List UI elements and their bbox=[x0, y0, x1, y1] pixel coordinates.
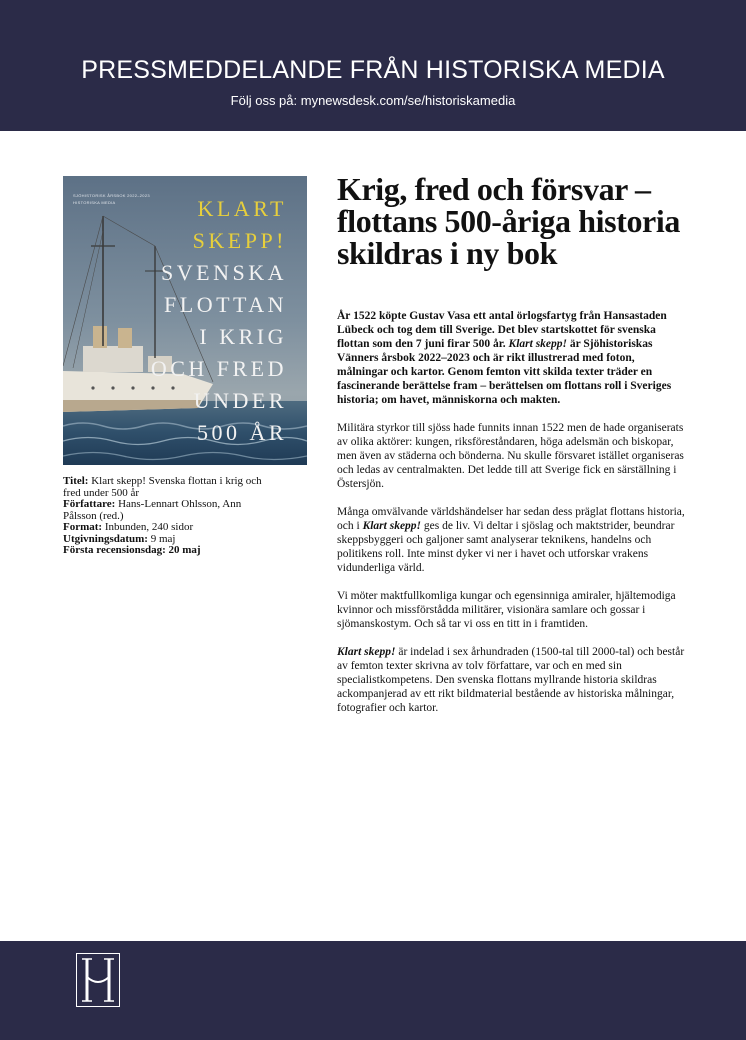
cover-title-line: 500 ÅR bbox=[196, 420, 287, 445]
paragraph-3 bbox=[337, 505, 687, 575]
paragraph-2: Militära styrkor till sjöss hade funnits innan 1522 men de hade organiserats av olika aktörer: kungen, riksföreståndaren, höga adelsmän och biskopar, men även av städerna och bönderna. Nu skulle försvaret istället organiseras och ledas av centralmakten. Det ledde till att Sverige fick en särställning i Östersjön. bbox=[337, 422, 684, 490]
lead-book-title: Klart skepp! bbox=[508, 338, 568, 350]
press-headline: Krig, fred och försvar – flottans 500-åriga historia skildras i ny bok bbox=[337, 171, 680, 271]
meta-author bbox=[63, 499, 273, 522]
meta-release-value: 9 maj bbox=[147, 532, 176, 545]
cover-title-line: UNDER bbox=[193, 388, 287, 413]
meta-release-label: Utgivningsdatum: bbox=[63, 532, 148, 545]
book-metadata bbox=[63, 476, 273, 557]
meta-format-label: Format: bbox=[63, 521, 103, 533]
p5-book-title: Klart skepp! bbox=[337, 646, 396, 658]
meta-review-label: Första recensionsdag: bbox=[63, 544, 166, 556]
header-follow-text: Följ oss på: mynewsdesk.com/se/historiskamedia bbox=[230, 93, 516, 108]
press-body bbox=[337, 309, 687, 729]
historiska-media-logo-icon bbox=[76, 953, 120, 1007]
meta-format-value: Inbunden, 240 sidor bbox=[102, 521, 194, 533]
lead-text-a: År 1522 köpte Gustav Vasa ett antal örlogsfartyg från Hansastaden Lübeck och tog dem till Sverige. Det blev startskottet för svenska flottan som den 7 juni firar 500 år. bbox=[337, 310, 667, 350]
meta-title bbox=[63, 476, 273, 499]
paragraph-5 bbox=[337, 645, 687, 715]
meta-review-value: 20 maj bbox=[165, 544, 201, 556]
p5-text-b: är indelad i sex århundraden (1500-tal till 2000-tal) och består av femton texter skrivna av tolv författare, var och en med sin specialistkompetens. Den svenska flottans myllrande historia skildras ackompanjerad av ett rikt bildmaterial bestående av historiska målningar, fotografier och kartor. bbox=[337, 646, 685, 714]
header-banner bbox=[0, 0, 746, 131]
meta-title-label: Titel: bbox=[63, 475, 89, 487]
meta-review bbox=[63, 545, 273, 557]
cover-title-line: SKEPP! bbox=[192, 228, 287, 253]
cover-publisher-text: HISTORISKA MEDIA bbox=[73, 200, 116, 205]
cover-title-line: I KRIG bbox=[199, 324, 287, 349]
p3-book-title: Klart skepp! bbox=[362, 520, 422, 532]
header-title: PRESSMEDDELANDE FRÅN HISTORISKA MEDIA bbox=[81, 56, 665, 84]
lead-paragraph bbox=[337, 309, 687, 407]
p3-text-b: ges de liv. Vi deltar i sjöslag och maktstrider, beundrar skeppsbyggeri och galjoner samt analyserar teknikens, handelns och politikens roll. Inte minst dyker vi ner i havet och utforskar vrakens vidunderliga värld. bbox=[337, 520, 675, 574]
cover-title-line: KLART bbox=[197, 196, 287, 221]
cover-series-text: SJÖHISTORISK ÅRSBOK 2022–2023 bbox=[73, 193, 150, 198]
meta-author-label: Författare: bbox=[63, 498, 116, 510]
book-cover bbox=[63, 176, 307, 465]
meta-title-value: Klart skepp! Svenska flottan i krig och fred under 500 år bbox=[63, 475, 262, 499]
cover-title-line: FLOTTAN bbox=[164, 292, 287, 317]
p3-text-a: Många omvälvande världshändelser har sedan dess präglat flottans historia, och i bbox=[337, 506, 685, 532]
meta-author-value: Hans-Lennart Ohlsson, Ann Pålsson (red.) bbox=[63, 498, 242, 522]
cover-title-line: SVENSKA bbox=[161, 260, 287, 285]
cover-title-line: OCH FRED bbox=[150, 356, 287, 381]
paragraph-4: Vi möter maktfullkomliga kungar och egensinniga amiraler, hjältemodiga kvinnor och missförstådda militärer, visionära samlare och gossar i sjömanskostym. Och så tar vi oss en titt in i framtiden. bbox=[337, 590, 676, 630]
lead-text-b: är Sjöhistoriskas Vänners årsbok 2022–2023 och är rikt illustrerad med foton, målningar och kartor. Genom femton vitt skilda texter träder en fascinerande berättelse fram – berättelsen om flottans roll i Sveriges historia; om havet, människorna och makten. bbox=[337, 338, 672, 406]
